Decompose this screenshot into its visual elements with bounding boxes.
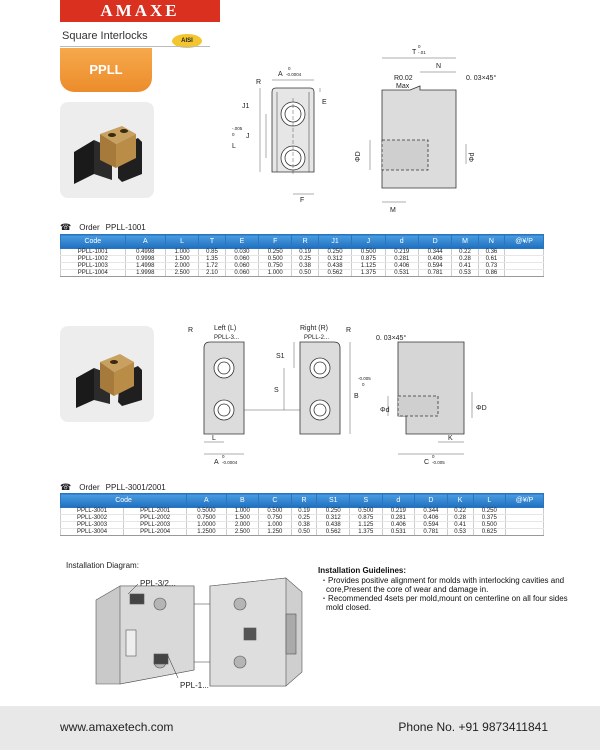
table-cell: 0.406 <box>418 256 451 263</box>
table-cell: 1.9998 <box>125 270 165 277</box>
dim-B-tol-bot: -0.005 <box>358 376 371 381</box>
label-right: Right (R) <box>300 325 329 332</box>
dim-R002: R0.02 <box>394 75 413 82</box>
table-cell: PPLL-2001 <box>124 508 187 515</box>
table-cell: 0.375 <box>473 515 506 522</box>
table-cell: 0.41 <box>447 522 473 529</box>
interlock-photo-graphic <box>60 102 154 198</box>
dim-T-tol-bot: -.01 <box>418 50 426 55</box>
product-photo-ppll-1001 <box>60 102 154 198</box>
label-right-code: PPLL-2... <box>304 335 330 341</box>
table-cell: 0.19 <box>292 249 318 256</box>
column-header: M <box>452 235 478 249</box>
dim-C-tol-bot: -0.005 <box>432 460 445 465</box>
table-cell: 0.312 <box>317 515 350 522</box>
order-code: PPLL-3001/2001 <box>105 483 166 492</box>
front-view <box>260 80 320 194</box>
dim-phid: Φd <box>380 407 390 414</box>
table-cell: 0.750 <box>259 515 292 522</box>
table-cell: 0.781 <box>418 270 451 277</box>
product-photo-ppll-3001 <box>60 326 154 422</box>
product-tab: PPLL <box>60 48 152 92</box>
dim-T-tol-top: 0 <box>418 44 421 49</box>
side-view <box>370 58 466 202</box>
label-left: Left (L) <box>214 325 237 332</box>
column-header: B <box>226 494 259 508</box>
dim-A-tol-top: 0 <box>288 66 291 71</box>
table-cell: PPLL-1003 <box>61 263 126 270</box>
website-link[interactable]: www.amaxetech.com <box>60 720 174 734</box>
dim-chamfer: 0. 03×45° <box>376 335 407 342</box>
table-cell: 0.875 <box>350 515 383 522</box>
table-cell <box>505 249 544 256</box>
table-cell: 0.875 <box>352 256 385 263</box>
column-header: Code <box>61 235 126 249</box>
table-cell: 0.060 <box>225 263 258 270</box>
table-cell: PPLL-2004 <box>124 529 187 536</box>
dim-A: A <box>214 459 219 466</box>
order-line-1 <box>60 222 146 233</box>
table-cell: 0.406 <box>415 515 448 522</box>
table-cell <box>505 263 544 270</box>
table-cell: 0.406 <box>385 263 418 270</box>
table-cell: 0.41 <box>452 263 478 270</box>
table-row <box>61 249 544 256</box>
left-part-view <box>204 342 244 454</box>
table-row <box>61 529 544 536</box>
table-cell: 0.344 <box>418 249 451 256</box>
table-cell <box>505 256 544 263</box>
table-cell: 0.060 <box>225 270 258 277</box>
table-cell: PPLL-1002 <box>61 256 126 263</box>
table-cell: 0.625 <box>473 529 506 536</box>
table-cell <box>506 529 544 536</box>
table-cell: PPLL-1004 <box>61 270 126 277</box>
table-cell: 0.781 <box>415 529 448 536</box>
dim-A-tol-bot: -0.0004 <box>286 72 302 77</box>
dim-S1: S1 <box>276 353 285 360</box>
table-cell: 0.500 <box>473 522 506 529</box>
table-cell: 1.125 <box>352 263 385 270</box>
table-cell: PPLL-1001 <box>61 249 126 256</box>
table-row <box>61 256 544 263</box>
table-cell: 1.125 <box>350 522 383 529</box>
table-cell: 0.750 <box>259 263 292 270</box>
table-cell: 0.500 <box>259 256 292 263</box>
table-cell: 0.438 <box>318 263 351 270</box>
table-cell: 1.000 <box>226 508 259 515</box>
dim-phiD: ΦD <box>476 405 487 412</box>
table-cell: PPLL-2002 <box>124 515 187 522</box>
dim-phiD: ΦD <box>355 151 362 162</box>
table-cell: 1.375 <box>352 270 385 277</box>
table-cell: 1.0000 <box>187 522 226 529</box>
table-cell: 0.562 <box>318 270 351 277</box>
dim-A-tol-top: 0 <box>222 454 225 459</box>
table-cell: 0.73 <box>478 263 504 270</box>
column-header: @¥/P <box>506 494 544 508</box>
table-cell: 1.72 <box>199 263 225 270</box>
table-cell <box>505 270 544 277</box>
table-cell: 0.594 <box>415 522 448 529</box>
table-cell: 0.28 <box>447 515 473 522</box>
dim-A-tol-bot: -0.0004 <box>222 460 238 465</box>
table-cell: 0.38 <box>291 522 317 529</box>
dim-C: C <box>424 459 430 466</box>
table-cell: 2.000 <box>226 522 259 529</box>
table-cell: 0.5000 <box>187 508 226 515</box>
column-header: J <box>352 235 385 249</box>
table-cell: PPLL-3001 <box>61 508 124 515</box>
table-cell: 0.250 <box>317 508 350 515</box>
table-cell: 2.500 <box>165 270 198 277</box>
table-cell <box>506 515 544 522</box>
table-cell: 0.50 <box>292 270 318 277</box>
side-part-view <box>388 342 472 454</box>
dim-B: B <box>354 393 359 400</box>
table-row <box>61 270 544 277</box>
table-cell: 0.22 <box>447 508 473 515</box>
table-cell: 0.531 <box>385 270 418 277</box>
table-cell: 1.4998 <box>125 263 165 270</box>
column-header: S1 <box>317 494 350 508</box>
installation-label-top: PPL-3/2... <box>140 579 176 588</box>
right-part-view <box>244 342 350 434</box>
dim-L-tol-bot: -.005 <box>232 126 243 131</box>
dim-L: L <box>212 435 216 442</box>
spec-table-ppll-3001 <box>60 493 544 536</box>
table-cell: 0.250 <box>473 508 506 515</box>
table-cell: 0.36 <box>478 249 504 256</box>
table-cell: 0.312 <box>318 256 351 263</box>
table-cell: 0.344 <box>415 508 448 515</box>
dim-R: R <box>256 79 262 86</box>
dim-M: M <box>390 207 396 214</box>
order-line-2 <box>60 482 166 493</box>
column-header: L <box>473 494 506 508</box>
table-cell: 1.375 <box>350 529 383 536</box>
dim-L: L <box>232 143 236 150</box>
column-header: D <box>418 235 451 249</box>
column-header: S <box>350 494 383 508</box>
table-cell <box>506 522 544 529</box>
column-header: E <box>225 235 258 249</box>
table-cell: 0.4998 <box>125 249 165 256</box>
table-cell: 1.500 <box>165 256 198 263</box>
table-cell: 0.9998 <box>125 256 165 263</box>
column-header: R <box>291 494 317 508</box>
table-cell: 2.000 <box>165 263 198 270</box>
table-cell: 0.250 <box>318 249 351 256</box>
table-cell: 1.000 <box>165 249 198 256</box>
dim-T: T <box>412 49 417 56</box>
table-cell: 0.594 <box>418 263 451 270</box>
table-cell: 0.53 <box>452 270 478 277</box>
table-cell: 0.219 <box>385 249 418 256</box>
technical-drawing-ppll-3001 <box>180 318 510 468</box>
installation-diagram-title: Installation Diagram: <box>66 561 139 570</box>
table-cell: 1.35 <box>199 256 225 263</box>
table-row <box>61 263 544 270</box>
table-cell: 0.25 <box>292 256 318 263</box>
page-footer <box>0 706 600 750</box>
dim-K: K <box>448 435 453 442</box>
column-header: J1 <box>318 235 351 249</box>
table-cell: 0.53 <box>447 529 473 536</box>
order-label: Order <box>79 223 100 232</box>
table-cell: 0.28 <box>452 256 478 263</box>
table-cell: 0.22 <box>452 249 478 256</box>
column-header: @¥/P <box>505 235 544 249</box>
table-cell: 1.250 <box>259 529 292 536</box>
table-cell: 1.000 <box>259 522 292 529</box>
dim-A: A <box>278 71 283 78</box>
phone-number: Phone No. +91 9873411841 <box>398 720 548 734</box>
column-header: C <box>259 494 292 508</box>
dim-C-tol-top: 0 <box>432 454 435 459</box>
dim-F: F <box>300 197 305 204</box>
table-row <box>61 522 544 529</box>
dim-phid: Φd <box>469 152 476 162</box>
table-cell: 0.500 <box>350 508 383 515</box>
aisi-badge: AISI <box>172 34 202 48</box>
table-cell: 0.250 <box>259 249 292 256</box>
technical-drawing-ppll-1001 <box>230 40 550 220</box>
table-cell: PPLL-3003 <box>61 522 124 529</box>
dim-R-left: R <box>188 327 194 334</box>
brand-logo: AMAXE <box>60 0 220 22</box>
order-label: Order <box>79 483 100 492</box>
column-header: L <box>165 235 198 249</box>
table-cell: PPLL-3002 <box>61 515 124 522</box>
table-cell: 0.030 <box>225 249 258 256</box>
table-cell: 1.500 <box>226 515 259 522</box>
table-cell: 0.50 <box>291 529 317 536</box>
table-cell: 0.25 <box>291 515 317 522</box>
table-cell: 0.7500 <box>187 515 226 522</box>
series-title: Square Interlocks <box>62 30 148 42</box>
dim-S: S <box>274 387 279 394</box>
dim-R-right: R <box>346 327 352 334</box>
title-divider <box>60 46 210 47</box>
column-header: F <box>259 235 292 249</box>
dim-max: Max <box>396 83 410 90</box>
table-cell: 0.500 <box>352 249 385 256</box>
table-cell: 0.281 <box>382 515 415 522</box>
table-row <box>61 508 544 515</box>
column-header: A <box>125 235 165 249</box>
table-cell: 0.438 <box>317 522 350 529</box>
table-cell: 1.000 <box>259 270 292 277</box>
table-cell: 0.38 <box>292 263 318 270</box>
order-code: PPLL-1001 <box>105 223 146 232</box>
label-left-code: PPLL-3... <box>214 335 240 341</box>
table-cell: 0.281 <box>385 256 418 263</box>
guidelines-title: Installation Guidelines: <box>318 566 407 575</box>
spec-table-ppll-1001 <box>60 234 544 277</box>
table-cell: 0.219 <box>382 508 415 515</box>
table-cell: 0.531 <box>382 529 415 536</box>
dim-L-tol-top: 0 <box>232 132 235 137</box>
table-cell: 0.86 <box>478 270 504 277</box>
table-cell: 2.10 <box>199 270 225 277</box>
guideline-item: ・Provides positive alignment for molds with interlocking cavities and core,Present the core of wear and damage in. <box>320 576 565 594</box>
installation-label-bottom: PPL-1... <box>180 681 209 690</box>
dim-J: J <box>246 133 250 140</box>
table-cell: 0.562 <box>317 529 350 536</box>
dim-E: E <box>322 99 327 106</box>
table-cell: PPLL-3004 <box>61 529 124 536</box>
table-cell: 1.2500 <box>187 529 226 536</box>
column-header: T <box>199 235 225 249</box>
installation-diagram <box>90 574 310 700</box>
dim-chamfer: 0. 03×45° <box>466 75 497 82</box>
dim-N: N <box>436 63 442 70</box>
column-header: A <box>187 494 226 508</box>
table-cell: PPLL-2003 <box>124 522 187 529</box>
column-header: K <box>447 494 473 508</box>
dim-B-tol-top: 0 <box>362 382 365 387</box>
table-cell: 2.500 <box>226 529 259 536</box>
dim-J1: J1 <box>242 103 250 110</box>
table-cell: 0.500 <box>259 508 292 515</box>
column-header: R <box>292 235 318 249</box>
table-cell: 0.406 <box>382 522 415 529</box>
column-header: N <box>478 235 504 249</box>
table-cell: 0.61 <box>478 256 504 263</box>
phone-icon: ☎ <box>60 482 72 492</box>
table-cell: 0.85 <box>199 249 225 256</box>
table-row <box>61 515 544 522</box>
guideline-item: ・Recommended 4sets per mold,mount on centerline on all four sides mold closed. <box>320 594 568 612</box>
column-header: Code <box>61 494 187 508</box>
interlock-photo-graphic-2 <box>60 326 154 422</box>
table-cell: 0.19 <box>291 508 317 515</box>
column-header: d <box>382 494 415 508</box>
phone-icon: ☎ <box>60 222 72 232</box>
table-cell <box>506 508 544 515</box>
table-cell: 0.060 <box>225 256 258 263</box>
column-header: d <box>385 235 418 249</box>
column-header: D <box>415 494 448 508</box>
installation-guidelines <box>318 566 568 612</box>
